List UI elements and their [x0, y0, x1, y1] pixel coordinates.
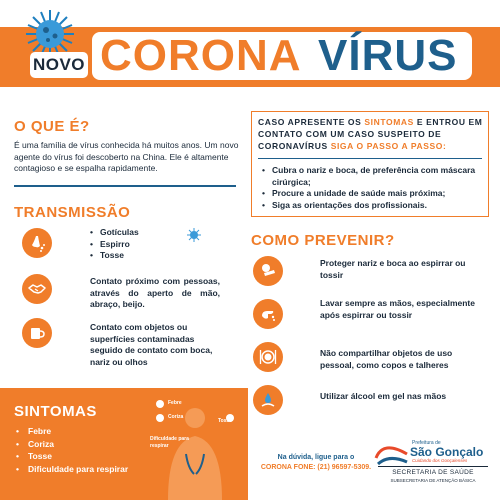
transmissao-contact-text: Contato próximo com pessoas, através do aperto de mão, abraço, beijo.	[90, 276, 220, 309]
oque-text: É uma família de vírus conhecida há muitos anos. Um novo agente do vírus foi descoberto na China. Ele é altamente contagioso e se espalha rapidamente.	[14, 140, 239, 173]
logo-tagline: Cuidando dos Gonçalenses	[412, 458, 468, 463]
header	[0, 0, 500, 95]
logo-subsecretaria: SUBSECRETARIA DE ATENÇÃO BÁSICA	[390, 478, 476, 483]
caso-divider	[258, 158, 482, 159]
prevenir-share-text: Não compartilhar objetos de uso pessoal, como copos e talheres	[320, 348, 453, 370]
handshake-icon	[22, 274, 52, 304]
footer-phone: : (21) 96597-5309.	[313, 464, 372, 471]
logo-divider	[378, 466, 488, 467]
transmissao-objects-text: Contato com objetos ou superfícies contaminadas seguido de contato com boca, nariz ou olhos	[90, 322, 213, 367]
hand-wash-icon	[253, 299, 283, 329]
prevenir-gel-text: Utilizar álcool em gel nas mãos	[320, 391, 447, 401]
caso-head-sintomas: SINTOMAS	[364, 117, 414, 127]
list-item: • Siga as orientações dos profissionais.	[262, 200, 484, 212]
list-item: • Febre	[16, 425, 128, 438]
list-item: • Dificuldade para respirar	[16, 463, 128, 476]
list-item: • Coriza	[16, 438, 128, 451]
logo-secretaria: SECRETARIA DE SAÚDE	[392, 469, 474, 476]
list-item: • Tosse	[16, 450, 128, 463]
oque-divider	[14, 185, 236, 187]
list-item: • Gotículas	[90, 227, 139, 239]
logo-name: São Gonçalo	[410, 445, 484, 459]
sintomas-title: SINTOMAS	[14, 403, 97, 420]
cup-icon	[22, 318, 52, 348]
footer-contact	[256, 453, 376, 473]
list-item: • Cubra o nariz e boca, de preferência com máscara cirúrgica;	[262, 165, 484, 188]
footer-corona-fone: CORONA FONE	[260, 464, 314, 471]
caso-heading	[258, 116, 484, 152]
prevenir-sneeze-text: Proteger nariz e boca ao espirrar ou tossir	[320, 258, 466, 280]
nose-drops-icon	[22, 228, 52, 258]
figure-label-coriza: Coriza	[168, 414, 184, 420]
title-virus: VÍRUS	[318, 31, 458, 80]
figure-label-tosse: Tosse	[218, 418, 233, 424]
caso-steps	[262, 165, 484, 211]
transmissao-title: TRANSMISSÃO	[14, 204, 131, 221]
plate-cutlery-icon	[253, 342, 283, 372]
prevenir-title: COMO PREVENIR?	[251, 232, 395, 249]
virus-small-icon	[186, 227, 202, 243]
sanitizer-drop-icon	[253, 385, 283, 415]
logo-prefeitura: Prefeitura de	[412, 440, 441, 446]
oque-title: O QUE É?	[14, 118, 90, 135]
prevenir-wash-text: Lavar sempre as mãos, especialmente após espirrar ou tossir	[320, 298, 475, 320]
caso-head-text-2: E ENTROU EM CONTATO COM UM CASO SUSPEITO DE CORONAVÍRUS	[258, 117, 483, 151]
sintomas-list	[16, 425, 128, 475]
title-corona: CORONA	[100, 31, 302, 80]
caso-head-passo: SIGA O PASSO A PASSO:	[330, 141, 447, 151]
footer-line-2	[256, 463, 376, 473]
list-item: • Procure a unidade de saúde mais próxima;	[262, 188, 484, 200]
footer-line-1: Na dúvida, ligue para o	[277, 454, 355, 461]
list-item: • Tosse	[90, 250, 139, 262]
caso-head-text: CASO APRESENTE OS	[258, 117, 365, 127]
figure-label-febre: Febre	[168, 400, 182, 406]
transmissao-drops-list	[90, 227, 139, 262]
novo-label: NOVO	[30, 52, 88, 78]
list-item: • Espirro	[90, 239, 139, 251]
figure-label-dificuldade: Dificuldade para respirar	[150, 436, 189, 449]
elbow-sneeze-icon	[253, 256, 283, 286]
